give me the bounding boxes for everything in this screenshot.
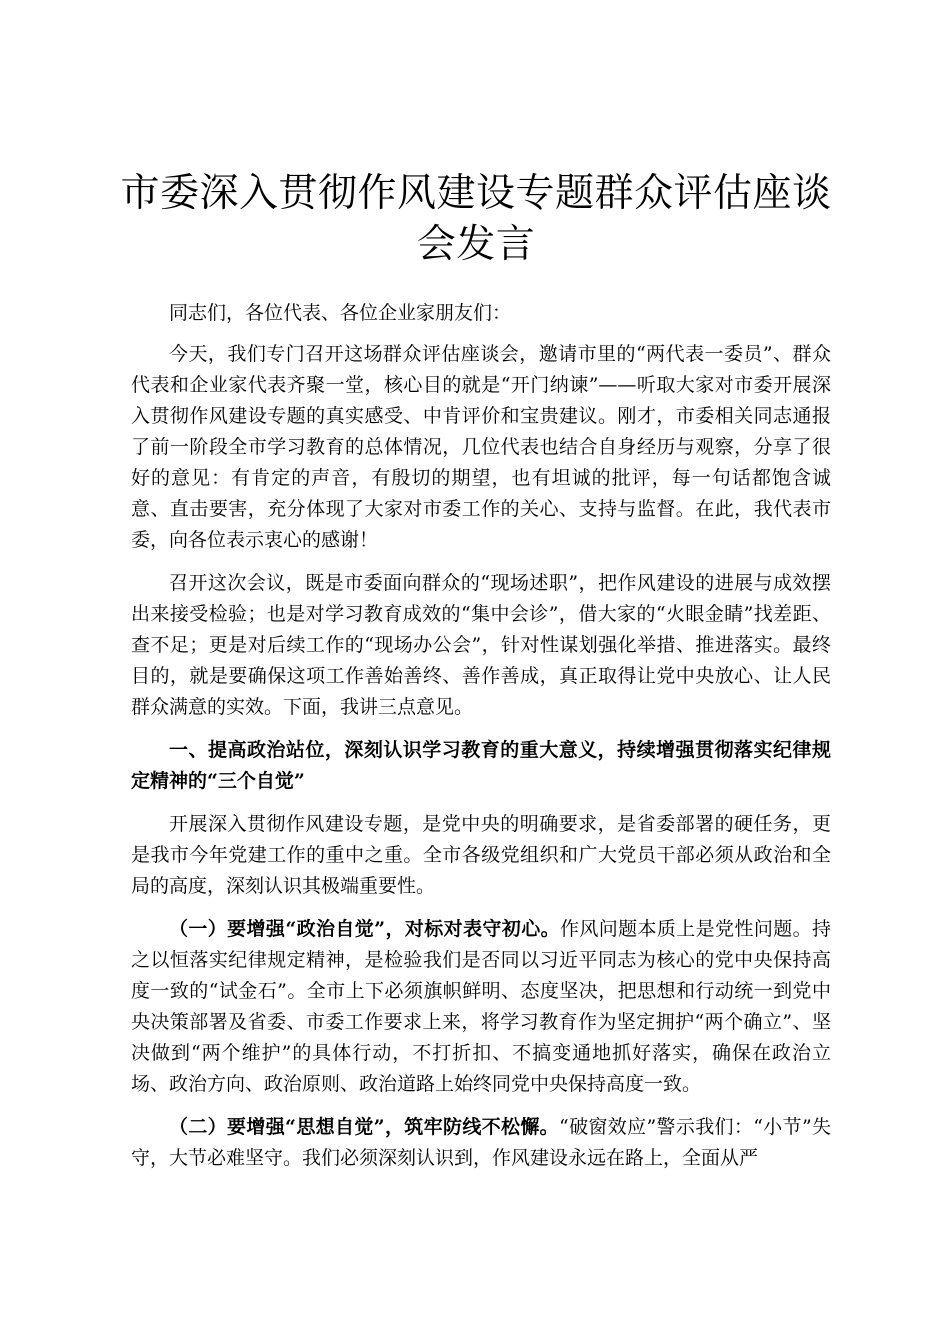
paragraph-purpose: 召开这次会议，既是市委面向群众的“现场述职”，把作风建设的进展与成效摆出来接受检验；也是对学习教育成效的“集中会诊”，借大家的“火眼金睛”找差距、查不足；更是对后续工作的“现场办公会”，针对性谋划强化举措、推进落实。最终目的，就是要确保这项工作善始善终、善作善成，真正取得让党中央放心、让人民群众满意的实效。下面，我讲三点意见。 bbox=[131, 572, 831, 718]
subsection-ideological-lead: （二）要增强“思想自觉”，筑牢防线不松懈。 bbox=[169, 1116, 560, 1138]
subsection-ideological-text: “破窗效应”警示我们：“小节”失守，大节必难坚守。我们必须深刻认识到，作风建设永远在路上，全面从严 bbox=[131, 1116, 832, 1169]
subsection-political bbox=[131, 914, 831, 1100]
subsection-ideological bbox=[131, 1112, 831, 1174]
section-intro: 开展深入贯彻作风建设专题，是党中央的明确要求，是省委部署的硬任务，更是我市今年党建工作的重中之重。全市各级党组织和广大党员干部必须从政治和全局的高度，深刻认识其极端重要性。 bbox=[131, 813, 831, 897]
subsection-political-lead: （一）要增强“政治自觉”，对标对表守初心。 bbox=[169, 918, 560, 940]
document-body bbox=[131, 298, 831, 1186]
section-heading: 一、提高政治站位，深刻认识学习教育的重大意义，持续增强贯彻落实纪律规定精神的“三个自觉” bbox=[131, 739, 831, 792]
document-title: 市委深入贯彻作风建设专题群众评估座谈会发言 bbox=[120, 171, 832, 267]
subsection-political-text: 作风问题本质上是党性问题。持之以恒落实纪律规定精神，是检验我们是否同以习近平同志为核心的党中央保持高度一致的“试金石”。全市上下必须旗帜鲜明、态度坚决，把思想和行动统一到党中央决策部署及省委、市委工作要求上来，将学习教育作为坚定拥护“两个确立”、坚决做到“两个维护”的具体行动，不打折扣、不搞变通地抓好落实，确保在政治立场、政治方向、政治原则、政治道路上始终同党中央保持高度一致。 bbox=[131, 918, 831, 1095]
paragraph-opening: 今天，我们专门召开这场群众评估座谈会，邀请市里的“两代表一委员”、群众代表和企业家代表齐聚一堂，核心目的就是“开门纳谏”——听取大家对市委开展深入贯彻作风建设专题的真实感受、中肯评价和宝贵建议。刚才，市委相关同志通报了前一阶段全市学习教育的总体情况，几位代表也结合自身经历与观察，分享了很好的意见：有肯定的声音，有殷切的期望，也有坦诚的批评，每一句话都饱含诚意、直击要害，充分体现了大家对市委工作的关心、支持与监督。在此，我代表市委，向各位表示衷心的感谢！ bbox=[131, 343, 831, 551]
salutation: 同志们，各位代表、各位企业家朋友们： bbox=[169, 302, 512, 324]
